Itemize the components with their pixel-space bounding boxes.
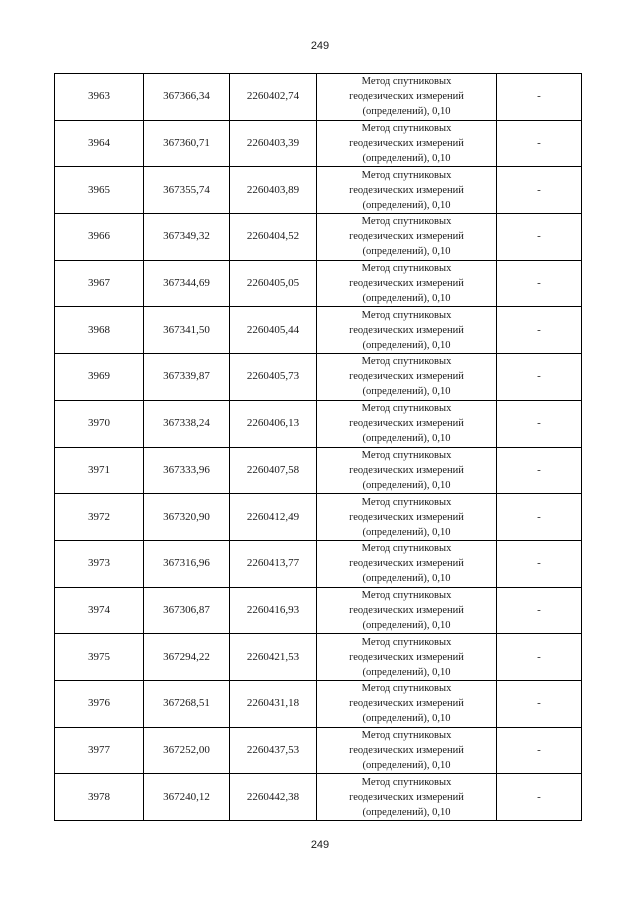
method-line: (определений), 0,10 bbox=[362, 386, 451, 398]
note-cell: - bbox=[497, 74, 582, 121]
method-cell bbox=[317, 774, 497, 821]
table-row bbox=[55, 400, 582, 447]
point-number-cell: 3970 bbox=[55, 400, 144, 447]
x-coordinate-cell: 367341,50 bbox=[144, 307, 230, 354]
point-number-cell: 3976 bbox=[55, 680, 144, 727]
table-row bbox=[55, 447, 582, 494]
method-line: (определений), 0,10 bbox=[362, 713, 451, 725]
method-line: (определений), 0,10 bbox=[362, 246, 451, 258]
method-line: геодезических измерений bbox=[349, 604, 464, 616]
method-cell bbox=[317, 214, 497, 261]
y-coordinate-cell: 2260413,77 bbox=[230, 540, 317, 587]
note-cell: - bbox=[497, 540, 582, 587]
method-line: геодезических измерений bbox=[349, 184, 464, 196]
method-line: Метод спутниковых bbox=[361, 356, 452, 368]
table-row bbox=[55, 167, 582, 214]
method-line: (определений), 0,10 bbox=[362, 106, 451, 118]
method-line: Метод спутниковых bbox=[361, 76, 452, 88]
method-line: Метод спутниковых bbox=[361, 169, 452, 181]
note-cell: - bbox=[497, 214, 582, 261]
y-coordinate-cell: 2260421,53 bbox=[230, 634, 317, 681]
table-row bbox=[55, 260, 582, 307]
x-coordinate-cell: 367316,96 bbox=[144, 540, 230, 587]
y-coordinate-cell: 2260416,93 bbox=[230, 587, 317, 634]
note-cell: - bbox=[497, 120, 582, 167]
x-coordinate-cell: 367339,87 bbox=[144, 354, 230, 401]
x-coordinate-cell: 367338,24 bbox=[144, 400, 230, 447]
method-line: (определений), 0,10 bbox=[362, 479, 451, 491]
method-line: Метод спутниковых bbox=[361, 263, 452, 275]
method-line: (определений), 0,10 bbox=[362, 433, 451, 445]
method-line: геодезических измерений bbox=[349, 231, 464, 243]
method-line: геодезических измерений bbox=[349, 138, 464, 150]
table-row bbox=[55, 214, 582, 261]
method-line: Метод спутниковых bbox=[361, 496, 452, 508]
table-row bbox=[55, 354, 582, 401]
table-row bbox=[55, 680, 582, 727]
note-cell: - bbox=[497, 260, 582, 307]
point-number-cell: 3967 bbox=[55, 260, 144, 307]
method-line: геодезических измерений bbox=[349, 278, 464, 290]
method-cell bbox=[317, 447, 497, 494]
y-coordinate-cell: 2260404,52 bbox=[230, 214, 317, 261]
method-line: (определений), 0,10 bbox=[362, 199, 451, 211]
point-number-cell: 3974 bbox=[55, 587, 144, 634]
method-line: геодезических измерений bbox=[349, 511, 464, 523]
point-number-cell: 3978 bbox=[55, 774, 144, 821]
method-line: Метод спутниковых bbox=[361, 309, 452, 321]
y-coordinate-cell: 2260406,13 bbox=[230, 400, 317, 447]
page-number-bottom: 249 bbox=[310, 839, 330, 851]
x-coordinate-cell: 367268,51 bbox=[144, 680, 230, 727]
method-cell bbox=[317, 74, 497, 121]
method-line: Метод спутниковых bbox=[361, 589, 452, 601]
method-line: Метод спутниковых bbox=[361, 683, 452, 695]
note-cell: - bbox=[497, 680, 582, 727]
method-line: геодезических измерений bbox=[349, 698, 464, 710]
x-coordinate-cell: 367306,87 bbox=[144, 587, 230, 634]
method-line: Метод спутниковых bbox=[361, 729, 452, 741]
table-row bbox=[55, 727, 582, 774]
method-line: геодезических измерений bbox=[349, 371, 464, 383]
note-cell: - bbox=[497, 167, 582, 214]
method-line: (определений), 0,10 bbox=[362, 573, 451, 585]
point-number-cell: 3963 bbox=[55, 74, 144, 121]
method-line: (определений), 0,10 bbox=[362, 339, 451, 351]
x-coordinate-cell: 367294,22 bbox=[144, 634, 230, 681]
page-number-top: 249 bbox=[310, 40, 330, 52]
y-coordinate-cell: 2260442,38 bbox=[230, 774, 317, 821]
method-line: (определений), 0,10 bbox=[362, 806, 451, 818]
y-coordinate-cell: 2260405,05 bbox=[230, 260, 317, 307]
y-coordinate-cell: 2260437,53 bbox=[230, 727, 317, 774]
coordinates-table bbox=[54, 73, 582, 821]
point-number-cell: 3964 bbox=[55, 120, 144, 167]
method-line: Метод спутниковых bbox=[361, 543, 452, 555]
table-row bbox=[55, 494, 582, 541]
method-line: (определений), 0,10 bbox=[362, 759, 451, 771]
point-number-cell: 3972 bbox=[55, 494, 144, 541]
y-coordinate-cell: 2260412,49 bbox=[230, 494, 317, 541]
point-number-cell: 3973 bbox=[55, 540, 144, 587]
note-cell: - bbox=[497, 447, 582, 494]
x-coordinate-cell: 367252,00 bbox=[144, 727, 230, 774]
y-coordinate-cell: 2260431,18 bbox=[230, 680, 317, 727]
x-coordinate-cell: 367360,71 bbox=[144, 120, 230, 167]
method-line: Метод спутниковых bbox=[361, 123, 452, 135]
method-line: геодезических измерений bbox=[349, 91, 464, 103]
y-coordinate-cell: 2260403,39 bbox=[230, 120, 317, 167]
method-cell bbox=[317, 494, 497, 541]
method-cell bbox=[317, 400, 497, 447]
method-cell bbox=[317, 680, 497, 727]
y-coordinate-cell: 2260405,73 bbox=[230, 354, 317, 401]
method-line: Метод спутниковых bbox=[361, 403, 452, 415]
point-number-cell: 3975 bbox=[55, 634, 144, 681]
note-cell: - bbox=[497, 307, 582, 354]
method-cell bbox=[317, 587, 497, 634]
method-line: (определений), 0,10 bbox=[362, 666, 451, 678]
method-line: Метод спутниковых bbox=[361, 449, 452, 461]
method-line: Метод спутниковых bbox=[361, 776, 452, 788]
x-coordinate-cell: 367240,12 bbox=[144, 774, 230, 821]
table-row bbox=[55, 587, 582, 634]
x-coordinate-cell: 367333,96 bbox=[144, 447, 230, 494]
note-cell: - bbox=[497, 494, 582, 541]
point-number-cell: 3971 bbox=[55, 447, 144, 494]
method-cell bbox=[317, 634, 497, 681]
method-cell bbox=[317, 354, 497, 401]
method-line: Метод спутниковых bbox=[361, 636, 452, 648]
method-line: Метод спутниковых bbox=[361, 216, 452, 228]
note-cell: - bbox=[497, 774, 582, 821]
y-coordinate-cell: 2260405,44 bbox=[230, 307, 317, 354]
method-line: (определений), 0,10 bbox=[362, 153, 451, 165]
method-cell bbox=[317, 540, 497, 587]
method-line: (определений), 0,10 bbox=[362, 293, 451, 305]
method-cell bbox=[317, 120, 497, 167]
point-number-cell: 3966 bbox=[55, 214, 144, 261]
method-cell bbox=[317, 260, 497, 307]
x-coordinate-cell: 367320,90 bbox=[144, 494, 230, 541]
method-line: геодезических измерений bbox=[349, 744, 464, 756]
point-number-cell: 3968 bbox=[55, 307, 144, 354]
point-number-cell: 3965 bbox=[55, 167, 144, 214]
table-row bbox=[55, 774, 582, 821]
point-number-cell: 3977 bbox=[55, 727, 144, 774]
note-cell: - bbox=[497, 587, 582, 634]
method-line: геодезических измерений bbox=[349, 558, 464, 570]
note-cell: - bbox=[497, 400, 582, 447]
x-coordinate-cell: 367349,32 bbox=[144, 214, 230, 261]
point-number-cell: 3969 bbox=[55, 354, 144, 401]
y-coordinate-cell: 2260403,89 bbox=[230, 167, 317, 214]
table-row bbox=[55, 634, 582, 681]
method-line: (определений), 0,10 bbox=[362, 526, 451, 538]
x-coordinate-cell: 367366,34 bbox=[144, 74, 230, 121]
note-cell: - bbox=[497, 727, 582, 774]
x-coordinate-cell: 367344,69 bbox=[144, 260, 230, 307]
method-line: геодезических измерений bbox=[349, 651, 464, 663]
method-cell bbox=[317, 727, 497, 774]
method-line: геодезических измерений bbox=[349, 418, 464, 430]
method-cell bbox=[317, 167, 497, 214]
method-line: геодезических измерений bbox=[349, 324, 464, 336]
note-cell: - bbox=[497, 634, 582, 681]
method-cell bbox=[317, 307, 497, 354]
table-row bbox=[55, 74, 582, 121]
x-coordinate-cell: 367355,74 bbox=[144, 167, 230, 214]
table-row bbox=[55, 307, 582, 354]
y-coordinate-cell: 2260407,58 bbox=[230, 447, 317, 494]
table-row bbox=[55, 120, 582, 167]
coordinates-table-body bbox=[55, 74, 582, 821]
y-coordinate-cell: 2260402,74 bbox=[230, 74, 317, 121]
method-line: геодезических измерений bbox=[349, 791, 464, 803]
table-row bbox=[55, 540, 582, 587]
method-line: геодезических измерений bbox=[349, 464, 464, 476]
method-line: (определений), 0,10 bbox=[362, 619, 451, 631]
note-cell: - bbox=[497, 354, 582, 401]
